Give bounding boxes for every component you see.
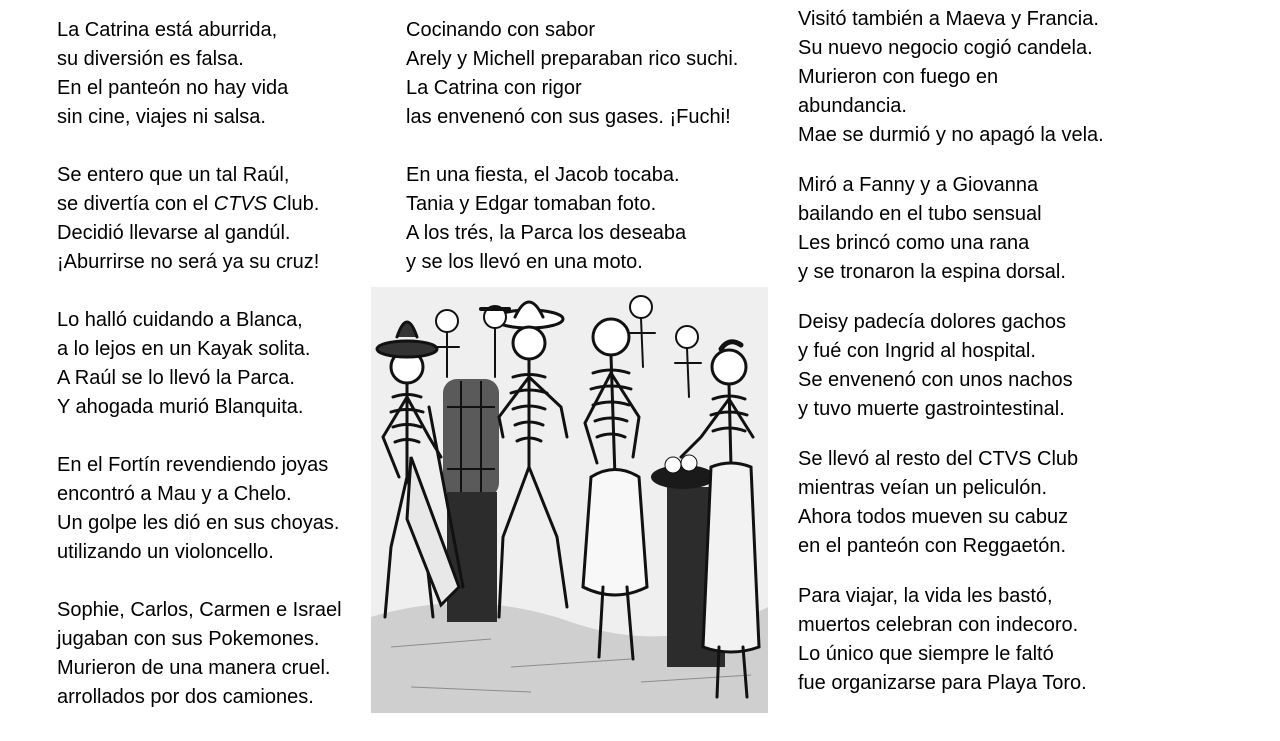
poem-stanza [406,161,786,277]
poem-line: Se envenenó con unos nachos [798,369,1073,391]
poem-column-3 [798,5,1198,719]
poem-line: jugaban con sus Pokemones. [57,628,320,650]
poem-stanza [798,171,1198,287]
poem-line: Arely y Michell preparaban rico suchi. [406,48,739,70]
poem-line: La Catrina con rigor [406,77,582,99]
poem-line: En una fiesta, el Jacob tocaba. [406,164,680,186]
poem-line: Lo único que siempre le faltó [798,643,1054,665]
poem-line: Se entero que un tal Raúl, [57,164,290,186]
poem-line: ¡Aburrirse no será ya su cruz! [57,251,320,273]
poem-line: se divertía con el CTVS Club. [57,193,320,215]
poem-stanza [57,596,377,712]
poem-line: Y ahogada murió Blanquita. [57,396,304,418]
poem-line: las envenenó con sus gases. ¡Fuchi! [406,106,731,128]
poem-line: Ahora todos mueven su cabuz [798,506,1069,528]
poem-line: Mae se durmió y no apagó la vela. [798,124,1104,146]
poem-column-1 [57,16,377,741]
poem-line: Un golpe les dió en sus choyas. [57,512,340,534]
poem-stanza [57,306,377,422]
poem-line: a lo lejos en un Kayak solita. [57,338,311,360]
poem-line: Tania y Edgar tomaban foto. [406,193,657,215]
poem-stanza [57,16,377,132]
poem-line: y fué con Ingrid al hospital. [798,340,1036,362]
poem-line: Deisy padecía dolores gachos [798,311,1066,333]
poem-line: bailando en el tubo sensual [798,203,1042,225]
poem-line: muertos celebran con indecoro. [798,614,1079,636]
poem-line: abundancia. [798,95,907,117]
poem-line: Sophie, Carlos, Carmen e Israel [57,599,342,621]
poem-line: Su nuevo negocio cogió candela. [798,37,1093,59]
poem-line: y se tronaron la espina dorsal. [798,261,1066,283]
poem-stanza [798,308,1198,424]
poem-stanza [798,5,1198,150]
poem-line: y se los llevó en una moto. [406,251,643,273]
poem-stanza [798,582,1198,698]
poem-line: Les brincó como una rana [798,232,1030,254]
poem-column-2 [406,16,786,306]
poem-line: A los trés, la Parca los deseaba [406,222,687,244]
poem-stanza [798,445,1198,561]
poem-line: arrollados por dos camiones. [57,686,314,708]
dancing-skeletons-engraving-icon [371,287,768,713]
poem-line: utilizando un violoncello. [57,541,274,563]
poem-line: Para viajar, la vida les bastó, [798,585,1053,607]
poem-line: mientras veían un peliculón. [798,477,1048,499]
poem-line: Se llevó al resto del CTVS Club [798,448,1079,470]
poem-line: A Raúl se lo llevó la Parca. [57,367,295,389]
poem-line: La Catrina está aburrida, [57,19,278,41]
poem-line: En el Fortín revendiendo joyas [57,454,329,476]
poem-line: encontró a Mau y a Chelo. [57,483,292,505]
poem-line: Murieron con fuego en [798,66,999,88]
poem-line: su diversión es falsa. [57,48,244,70]
poem-stanza [57,161,377,277]
poem-line: en el panteón con Reggaetón. [798,535,1066,557]
poem-line: Cocinando con sabor [406,19,596,41]
poem-line: y tuvo muerte gastrointestinal. [798,398,1065,420]
poem-line: Lo halló cuidando a Blanca, [57,309,303,331]
poem-stanza [406,16,786,132]
poem-line: Murieron de una manera cruel. [57,657,331,679]
poem-line: Visitó también a Maeva y Francia. [798,8,1099,30]
poem-line: Miró a Fanny y a Giovanna [798,174,1039,196]
poem-line: En el panteón no hay vida [57,77,289,99]
poem-line: fue organizarse para Playa Toro. [798,672,1087,694]
poem-stanza [57,451,377,567]
poem-line: Decidió llevarse al gandúl. [57,222,291,244]
poem-line: sin cine, viajes ni salsa. [57,106,266,128]
